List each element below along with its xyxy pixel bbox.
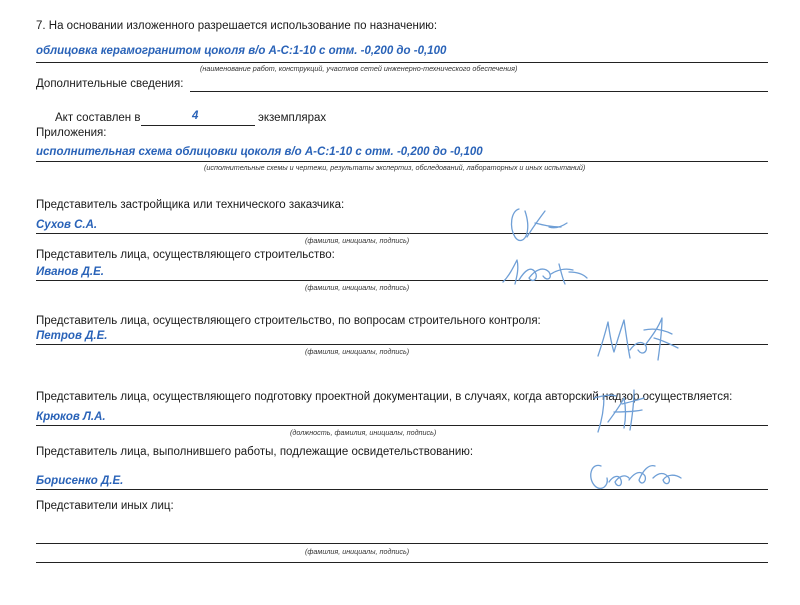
- signature-contractor: [583, 452, 693, 500]
- copies-line: [141, 125, 255, 126]
- additional-label: Дополнительные сведения:: [36, 78, 184, 90]
- section7-line: [36, 62, 768, 63]
- rep-others-line-lower: [36, 562, 768, 563]
- rep-builder-label: Представитель лица, осуществляющего строительство:: [36, 249, 335, 261]
- rep-designer-label: Представитель лица, осуществляющего подготовку проектной документации, в случаях, когда авторский надзор осуществляется:: [36, 391, 733, 403]
- attachments-value: исполнительная схема облицовки цоколя в/о А-С:1-10 с отм. -0,200 до -0,100: [36, 146, 483, 158]
- rep-contractor-name: Борисенко Д.Е.: [36, 475, 124, 487]
- rep-customer-line: [36, 233, 768, 234]
- attachments-label: Приложения:: [36, 127, 107, 139]
- rep-customer-name: Сухов С.А.: [36, 219, 98, 231]
- rep-others-label: Представители иных лиц:: [36, 500, 174, 512]
- rep-designer-line: [36, 425, 768, 426]
- additional-line: [190, 91, 768, 92]
- section7-value: облицовка керамогранитом цоколя в/о А-С:1-10 с отм. -0,200 до -0,100: [36, 45, 447, 57]
- rep-contractor-label: Представитель лица, выполнившего работы, подлежащие освидетельствованию:: [36, 446, 474, 458]
- copies-count: 4: [192, 110, 199, 122]
- rep-designer-name: Крюков Л.А.: [36, 411, 106, 423]
- rep-control-caption: (фамилия, инициалы, подпись): [305, 347, 410, 356]
- rep-designer-caption: (должность, фамилия, инициалы, подпись): [290, 428, 437, 437]
- section7-heading: 7. На основании изложенного разрешается использование по назначению:: [36, 20, 438, 32]
- rep-builder-name: Иванов Д.Е.: [36, 266, 104, 278]
- copies-prefix: Акт составлен в: [55, 112, 141, 124]
- signature-designer: [586, 378, 656, 440]
- rep-builder-line: [36, 280, 768, 281]
- rep-control-name: Петров Д.Е.: [36, 330, 108, 342]
- rep-customer-caption: (фамилия, инициалы, подпись): [305, 236, 410, 245]
- signature-customer: [505, 197, 585, 252]
- section7-caption: (наименование работ, конструкций, участков сетей инженерно-технического обеспечения): [200, 64, 518, 73]
- attachments-caption: (исполнительные схемы и чертежи, результаты экспертиз, обследований, лабораторных и иных испытаний): [204, 163, 586, 172]
- rep-others-line-upper: [36, 543, 768, 544]
- copies-suffix: экземплярах: [258, 112, 327, 124]
- rep-others-caption: (фамилия, инициалы, подпись): [305, 547, 410, 556]
- rep-builder-caption: (фамилия, инициалы, подпись): [305, 283, 410, 292]
- signature-builder: [495, 252, 595, 292]
- rep-customer-label: Представитель застройщика или технического заказчика:: [36, 199, 345, 211]
- rep-control-label: Представитель лица, осуществляющего строительство, по вопросам строительного контроля:: [36, 315, 541, 327]
- attachments-line: [36, 161, 768, 162]
- signature-control: [588, 308, 688, 370]
